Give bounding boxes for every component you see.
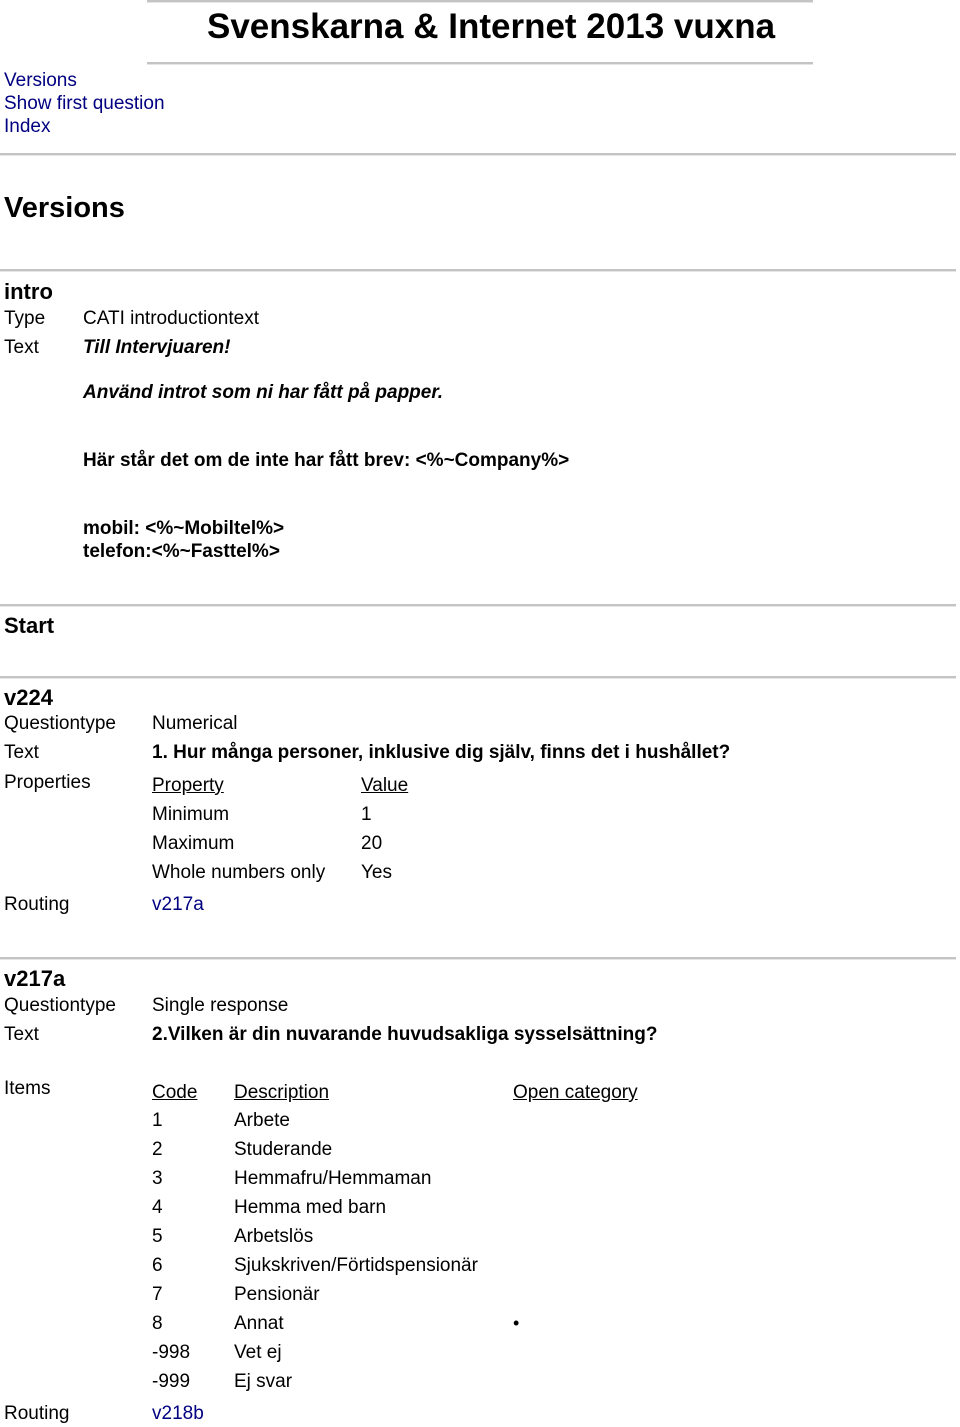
routing-label: Routing <box>4 1403 70 1424</box>
description-column-header: Description <box>234 1082 330 1103</box>
value-column-header: Value <box>361 775 409 796</box>
question-text: 1. Hur många personer, inklusive dig själv, finns det i hushållet? <box>152 742 731 763</box>
intro-line: mobil: <%~Mobiltel%> <box>83 518 285 539</box>
header-rule-top <box>147 0 813 3</box>
property-name: Whole numbers only <box>152 862 326 883</box>
item-code: 6 <box>152 1255 163 1276</box>
item-description: Arbetslös <box>234 1226 314 1247</box>
divider <box>0 604 956 607</box>
property-value: 20 <box>361 833 383 854</box>
question-name: v224 <box>4 685 53 710</box>
open-category-column-header: Open category <box>513 1082 638 1103</box>
question-name: intro <box>4 279 53 304</box>
nav-link-index[interactable]: Index <box>4 116 51 137</box>
item-code: -999 <box>152 1371 191 1392</box>
item-description: Annat <box>234 1313 284 1334</box>
item-code: 2 <box>152 1139 163 1160</box>
item-code: 8 <box>152 1313 163 1334</box>
item-code: 3 <box>152 1168 163 1189</box>
item-code: 4 <box>152 1197 163 1218</box>
property-value: 1 <box>361 804 372 825</box>
item-description: Pensionär <box>234 1284 320 1305</box>
routing-label: Routing <box>4 894 70 915</box>
items-label: Items <box>4 1078 51 1099</box>
text-label: Text <box>4 742 39 763</box>
question-text: 2.Vilken är din nuvarande huvudsakliga sysselsättning? <box>152 1024 658 1045</box>
questiontype-value: Single response <box>152 995 289 1016</box>
document-title: Svenskarna & Internet 2013 vuxna <box>207 7 776 46</box>
start-heading: Start <box>4 613 55 638</box>
item-code: 1 <box>152 1110 163 1131</box>
item-description: Vet ej <box>234 1342 282 1363</box>
item-description: Sjukskriven/Förtidspensionär <box>234 1255 478 1276</box>
nav-link-versions[interactable]: Versions <box>4 70 77 91</box>
questiontype-value: Numerical <box>152 713 238 734</box>
item-code: 7 <box>152 1284 163 1305</box>
property-name: Minimum <box>152 804 230 825</box>
divider <box>0 676 956 679</box>
section-title: Versions <box>4 192 125 224</box>
divider <box>0 269 956 272</box>
item-code: 5 <box>152 1226 163 1247</box>
intro-line: Här står det om de inte har fått brev: <%~Company%> <box>83 450 570 471</box>
text-label: Text <box>4 337 39 358</box>
item-description: Hemma med barn <box>234 1197 387 1218</box>
header-rule-bottom <box>147 62 813 65</box>
property-value: Yes <box>361 862 392 883</box>
intro-line: Använd introt som ni har fått på papper. <box>83 382 443 403</box>
intro-line: Till Intervjuaren! <box>83 337 231 358</box>
question-name: v217a <box>4 966 66 991</box>
item-description: Ej svar <box>234 1371 293 1392</box>
property-name: Maximum <box>152 833 235 854</box>
item-description: Studerande <box>234 1139 333 1160</box>
item-description: Hemmafru/Hemmaman <box>234 1168 432 1189</box>
code-column-header: Code <box>152 1082 198 1103</box>
type-label: Type <box>4 308 46 329</box>
open-category-bullet: • <box>513 1313 520 1333</box>
intro-line: telefon:<%~Fasttel%> <box>83 541 280 562</box>
property-column-header: Property <box>152 775 224 796</box>
routing-link-v218b[interactable]: v218b <box>152 1403 204 1424</box>
questiontype-label: Questiontype <box>4 995 116 1016</box>
questiontype-label: Questiontype <box>4 713 116 734</box>
routing-link-v217a[interactable]: v217a <box>152 894 204 915</box>
properties-label: Properties <box>4 772 91 793</box>
nav-link-show-first-question[interactable]: Show first question <box>4 93 165 114</box>
item-description: Arbete <box>234 1110 290 1131</box>
text-label: Text <box>4 1024 39 1045</box>
divider <box>0 153 956 156</box>
item-code: -998 <box>152 1342 191 1363</box>
type-value: CATI introductiontext <box>83 308 260 329</box>
divider <box>0 957 956 960</box>
